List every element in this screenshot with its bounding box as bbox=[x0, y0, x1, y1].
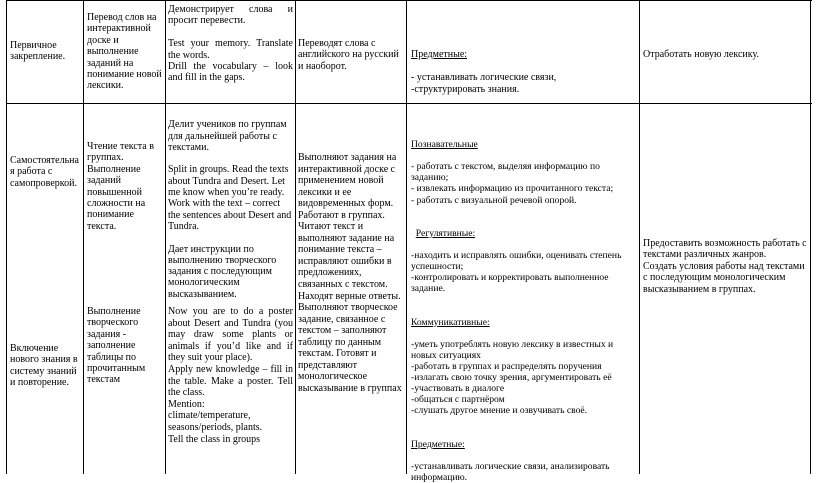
stage-cell: Первичное закрепление. bbox=[10, 40, 66, 63]
teacher-activity-cell-a bbox=[168, 108, 293, 300]
column-divider bbox=[639, 0, 640, 474]
column-divider bbox=[165, 0, 166, 474]
column-divider bbox=[295, 0, 296, 474]
uud-cognitive-heading: Познавательные bbox=[411, 139, 478, 151]
uud-subject-heading: Предметные: bbox=[411, 49, 468, 61]
teacher-activity-cell-b: Now you are to do a poster about Desert and Tundra (you may draw some plants or animals if you’d like and if they suit your place). Apply new knowledge – fill in the table. Make a poster. Tell the class. Mention: climate/temperature, seasons/periods, plants. Tell the class in groups bbox=[168, 306, 293, 445]
table-border-right bbox=[810, 0, 811, 474]
uud-cognitive-text: - работать с текстом, выделяя информацию по заданию; - извлекать информацию из прочитанного текста; - работать с визуальной речевой опорой. bbox=[411, 161, 614, 206]
content-cell-reading: Чтение текста в группах. Выполнение заданий повышенной сложности на понимание текста. bbox=[87, 141, 154, 232]
uud-subject-heading: Предметные: bbox=[411, 438, 465, 450]
row-divider bbox=[6, 0, 812, 1]
result-cell: Предоставить возможность работать с текстами различных жанров. Создать условия работы над текстами с последующим монологическим высказыванием в группах. bbox=[643, 238, 807, 295]
uud-subject-text: -устанавливать логические связи, анализировать информацию. bbox=[411, 460, 610, 483]
stage-cell-self-work: Самостоятельна я работа с самопроверкой. bbox=[10, 155, 79, 189]
column-divider bbox=[406, 0, 407, 474]
uud-regulative-text: -находить и исправлять ошибки, оценивать степень успешности; -контролировать и корректировать выполненное задание. bbox=[411, 250, 622, 295]
uud-cell bbox=[411, 38, 636, 95]
content-cell-creative: Выполнение творческого задания - заполнение таблицы по прочитанным текстам bbox=[87, 306, 146, 386]
uud-communicative-text: -уметь употреблять новую лексику в известных и новых ситуациях -работать в группах и распределять поручения -излагать свою точку зрения, аргументировать её -участвовать в диалоге -общаться с партнёром -слушать другое мнение и озвучивать своё. bbox=[411, 338, 614, 417]
student-activity-cell: Переводят слова с английского на русский и наоборот. bbox=[298, 38, 399, 72]
row-divider bbox=[6, 103, 812, 104]
teacher-groups-text: Делит учеников по группам для дальнейшей работы с текстами. Split in groups. Read the texts about Tundra and Desert. Let me know when you’re ready. Work with the text – correct the sentences about Desert and Tundra. bbox=[168, 119, 292, 232]
content-cell: Перевод слов на интерактивной доске и выполнение заданий на понимание новой лексики. bbox=[87, 12, 162, 92]
uud-regulative-heading: Регулятивные: bbox=[415, 227, 476, 239]
teacher-instructions-text: Дает инструкции по выполнению творческого задания с последующим монологическим высказыванием. bbox=[168, 243, 277, 300]
stage-cell-inclusion: Включение нового знания в систему знаний и повторение. bbox=[10, 343, 78, 389]
column-divider bbox=[83, 0, 84, 474]
student-activity-cell: Выполняют задания на интерактивной доске с применением новой лексики и ее видовременных форм. Работают в группах. Читают текст и выполняют задание на понимание текста – исправляют ошибки в предложениях, связанных с текстом. Находят верные ответы. Выполняют творческое задание, связанное с текстом – заполняют таблицу по данным текстам. Готовят и представляют монологическое высказывание в группах bbox=[298, 152, 402, 394]
uud-cell bbox=[411, 128, 636, 483]
lesson-plan-table bbox=[6, 0, 812, 483]
teacher-activity-cell: Демонстрирует слова и просит перевести. Test your memory. Translate the words. Drill the vocabulary – look and fill in the gaps. bbox=[168, 4, 293, 84]
result-cell: Отработать новую лексику. bbox=[643, 49, 759, 60]
uud-subject-text: - устанавливать логические связи, -структурировать знания. bbox=[411, 72, 557, 95]
uud-communicative-heading: Коммуникативные: bbox=[411, 316, 490, 328]
table-border-left bbox=[6, 0, 7, 474]
